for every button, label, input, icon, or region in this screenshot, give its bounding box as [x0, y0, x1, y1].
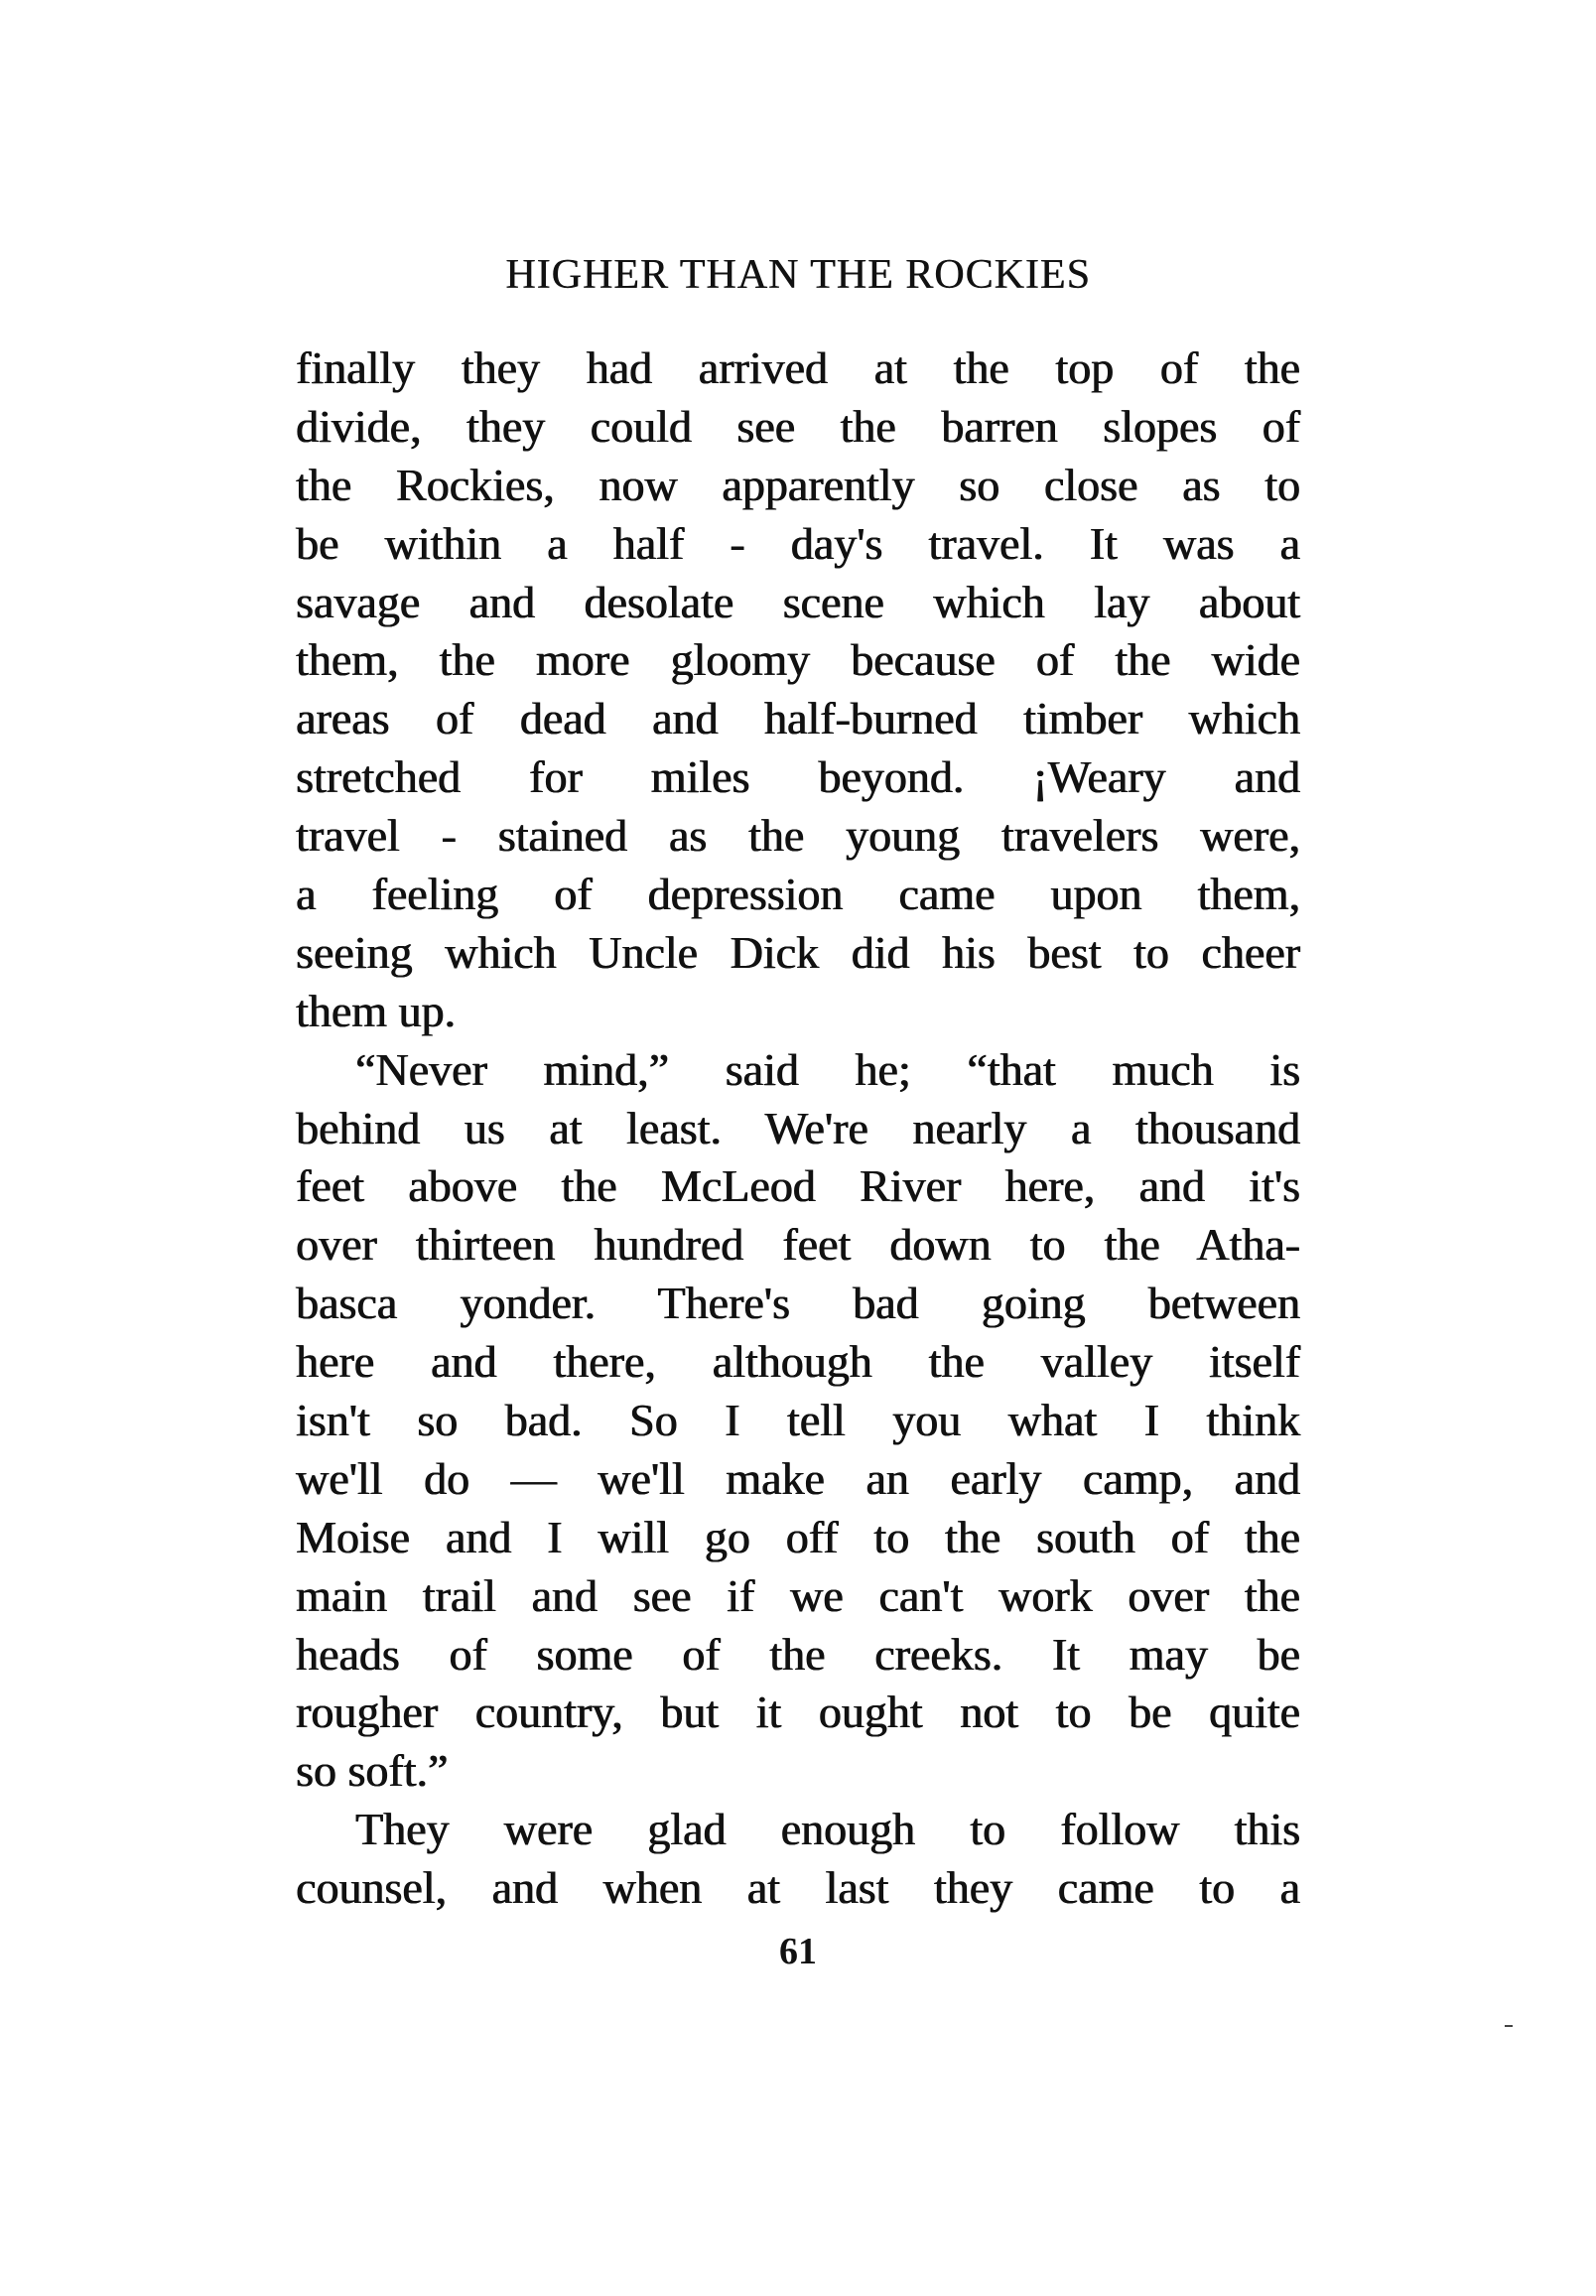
text-line: rougher country, but it ought not to be quite	[296, 1687, 1300, 1738]
text-line: feet above the McLeod River here, and it's	[296, 1160, 1300, 1212]
text-line: counsel, and when at last they came to a	[296, 1862, 1300, 1914]
text-line: finally they had arrived at the top of the	[296, 342, 1300, 393]
text-line: divide, they could see the barren slopes of	[296, 400, 1300, 452]
text-line: “Never mind,” said he; “that much is	[355, 1043, 1300, 1095]
text-line: areas of dead and half-burned timber which	[296, 693, 1300, 744]
text-line: savage and desolate scene which lay about	[296, 576, 1300, 627]
text-line: stretched for miles beyond. ¡Weary and	[296, 751, 1300, 803]
text-line: we'll do — we'll make an early camp, and	[296, 1452, 1300, 1504]
text-line: seeing which Uncle Dick did his best to cheer	[296, 926, 1300, 978]
text-line: heads of some of the creeks. It may be	[296, 1628, 1300, 1680]
text-line: They were glad enough to follow this	[355, 1804, 1300, 1855]
running-title: HIGHER THAN THE ROCKIES	[505, 252, 1091, 298]
scan-artifact-mark	[1505, 2025, 1513, 2027]
text-line: them up.	[296, 985, 456, 1036]
body-text	[296, 339, 1300, 1918]
text-line: the Rockies, now apparently so close as to	[296, 459, 1300, 510]
text-line: Moise and I will go off to the south of the	[296, 1511, 1300, 1562]
text-line: them, the more gloomy because of the wide	[296, 634, 1300, 686]
text-line: be within a half - day's travel. It was a	[296, 517, 1300, 569]
text-line: over thirteen hundred feet down to the Atha-	[296, 1219, 1300, 1271]
text-line: here and there, although the valley itself	[296, 1336, 1300, 1388]
text-line: a feeling of depression came upon them,	[296, 869, 1300, 920]
text-line: behind us at least. We're nearly a thousand	[296, 1102, 1300, 1153]
text-line: isn't so bad. So I tell you what I think	[296, 1395, 1300, 1446]
text-line: main trail and see if we can't work over the	[296, 1569, 1300, 1621]
page-number: 61	[779, 1931, 817, 1972]
text-line: travel - stained as the young travelers were,	[296, 810, 1300, 862]
text-line: basca yonder. There's bad going between	[296, 1278, 1300, 1329]
text-line: so soft.”	[296, 1745, 449, 1797]
